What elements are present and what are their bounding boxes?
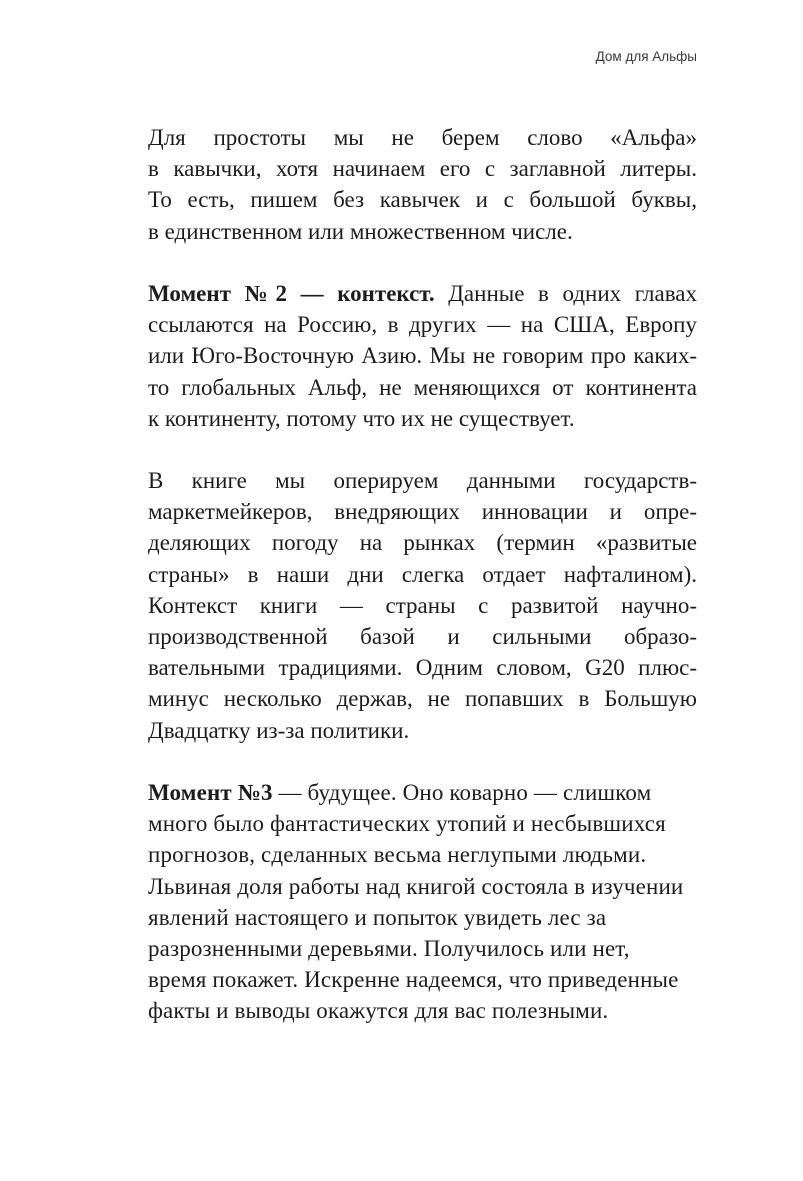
text-line: минус несколько держав, не попавших в Большую — [148, 686, 697, 712]
text-line: явлений настоящего и попыток увидеть лес за — [148, 904, 607, 930]
text-span: Данные в одних главах — [434, 281, 697, 306]
text-line: в кавычки, хотя начинаем его с заглавной литеры. — [148, 156, 697, 182]
text-line — [148, 278, 697, 309]
text-line: факты и выводы окажутся для вас полезными. — [148, 998, 609, 1024]
bold-lead: Момент №2 — контекст. — [148, 281, 435, 306]
running-header: Дом для Альфы — [595, 49, 697, 64]
paragraph-4 — [148, 777, 697, 1027]
paragraph-3 — [148, 465, 697, 746]
bold-lead: Момент №3 — [148, 780, 273, 805]
text-line: к континенту, потому что их не существует. — [148, 405, 575, 431]
text-line: страны» в наши дни слегка отдает нафталином). — [148, 561, 697, 587]
text-line: время покажет. Искренне надеемся, что приведенные — [148, 967, 679, 993]
text-line: маркетмейкеров, внедряющих инновации и опре- — [148, 499, 697, 525]
text-line: вательными традициями. Одним словом, G20 плюс- — [148, 655, 697, 681]
text-line: разрозненными деревьями. Получилось или нет, — [148, 935, 630, 961]
text-line — [148, 777, 697, 808]
text-line: или Юго-Восточную Азию. Мы не говорим про каких- — [148, 343, 697, 369]
text-line: прогнозов, сделанных весьма неглупыми людьми. — [148, 842, 647, 868]
text-line: в единственном или множественном числе. — [148, 218, 573, 244]
text-line: много было фантастических утопий и несбывшихся — [148, 811, 666, 837]
paragraph-1 — [148, 122, 697, 247]
text-line: Для простоты мы не берем слово «Альфа» — [148, 125, 697, 150]
text-line: Контекст книги — страны с развитой научно- — [148, 592, 697, 618]
paragraph-2 — [148, 278, 697, 434]
text-line: Двадцатку из-за политики. — [148, 717, 410, 743]
text-line: ссылаются на Россию, в других — на США, Европу — [148, 312, 697, 338]
text-line: То есть, пишем без кавычек и с большой буквы, — [148, 187, 697, 213]
text-span: — будущее. Оно коварно — слишком — [272, 780, 652, 805]
text-line: деляющих погоду на рынках (термин «развитые — [148, 530, 697, 556]
text-line: производственной базой и сильными образо- — [148, 623, 697, 649]
text-line: то глобальных Альф, не меняющихся от континента — [148, 374, 697, 400]
text-line: Львиная доля работы над книгой состояла в изучении — [148, 873, 684, 899]
text-line: В книге мы оперируем данными государств- — [148, 468, 697, 493]
